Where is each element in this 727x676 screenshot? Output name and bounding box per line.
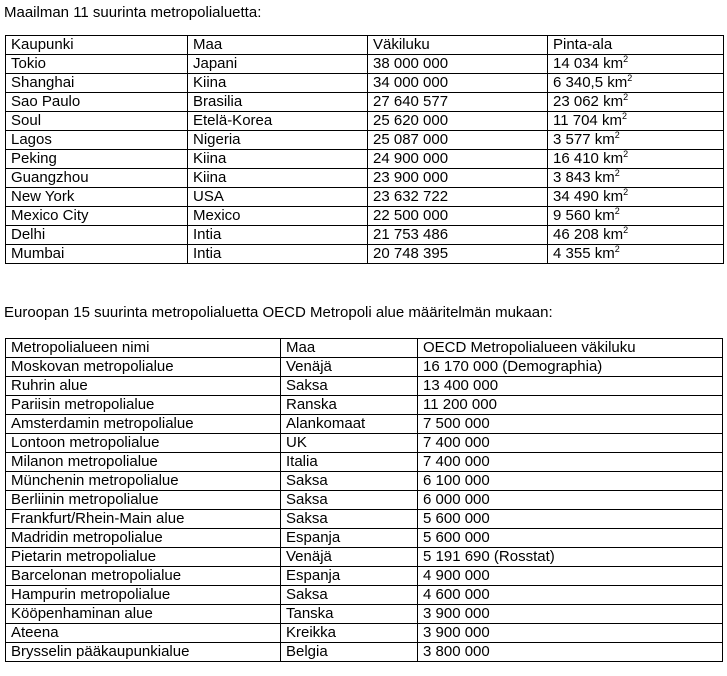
city-cell: Tokio <box>6 55 188 74</box>
country-cell: Belgia <box>281 643 418 662</box>
table-row <box>6 510 723 529</box>
area-value: 4 355 <box>553 245 591 262</box>
column-header: Maa <box>281 339 418 358</box>
table-row <box>6 112 724 131</box>
table-header-row <box>6 339 723 358</box>
oecd-population-cell: 7 400 000 <box>418 434 723 453</box>
column-header: Pinta-ala <box>548 36 724 55</box>
metro-area-name-cell: Hampurin metropolialue <box>6 586 281 605</box>
oecd-population-cell: 3 800 000 <box>418 643 723 662</box>
country-cell: Intia <box>188 226 368 245</box>
oecd-population-cell: 4 600 000 <box>418 586 723 605</box>
metro-area-name-cell: Pietarin metropolialue <box>6 548 281 567</box>
country-cell: USA <box>188 188 368 207</box>
country-cell: Espanja <box>281 567 418 586</box>
table-header-row <box>6 36 724 55</box>
table-row <box>6 226 724 245</box>
table2-caption: Euroopan 15 suurinta metropolialuetta OECD Metropoli alue määritelmän mukaan: <box>4 304 553 321</box>
table-row <box>6 567 723 586</box>
population-cell: 38 000 000 <box>368 55 548 74</box>
city-cell: Mexico City <box>6 207 188 226</box>
oecd-population-cell: 7 500 000 <box>418 415 723 434</box>
area-value: 3 843 <box>553 169 591 186</box>
country-cell: Brasilia <box>188 93 368 112</box>
country-cell: Kiina <box>188 150 368 169</box>
oecd-population-cell: 16 170 000 (Demographia) <box>418 358 723 377</box>
table-row <box>6 74 724 93</box>
area-cell <box>548 55 724 74</box>
population-cell: 27 640 577 <box>368 93 548 112</box>
city-cell: Shanghai <box>6 74 188 93</box>
oecd-population-cell: 11 200 000 <box>418 396 723 415</box>
area-unit: km <box>601 112 622 129</box>
metro-area-name-cell: Frankfurt/Rhein-Main alue <box>6 510 281 529</box>
metro-area-name-cell: Milanon metropolialue <box>6 453 281 472</box>
country-cell: Nigeria <box>188 131 368 150</box>
table-row <box>6 150 724 169</box>
city-cell: Delhi <box>6 226 188 245</box>
table-row <box>6 55 724 74</box>
area-value: 23 062 <box>553 93 599 110</box>
area-cell <box>548 150 724 169</box>
oecd-population-cell: 6 100 000 <box>418 472 723 491</box>
column-header: Metropolialueen nimi <box>6 339 281 358</box>
population-cell: 23 900 000 <box>368 169 548 188</box>
table-row <box>6 415 723 434</box>
metro-area-name-cell: Barcelonan metropolialue <box>6 567 281 586</box>
area-value: 3 577 <box>553 131 591 148</box>
area-unit-exponent: 2 <box>621 111 627 121</box>
table-row <box>6 93 724 112</box>
area-unit-exponent: 2 <box>623 187 629 197</box>
country-cell: Saksa <box>281 586 418 605</box>
table1-caption: Maailman 11 suurinta metropolialuetta: <box>4 4 262 21</box>
country-cell: Espanja <box>281 529 418 548</box>
metro-area-name-cell: Lontoon metropolialue <box>6 434 281 453</box>
population-cell: 21 753 486 <box>368 226 548 245</box>
area-unit-exponent: 2 <box>623 92 629 102</box>
oecd-population-cell: 5 600 000 <box>418 510 723 529</box>
area-unit-exponent: 2 <box>614 168 620 178</box>
country-cell: UK <box>281 434 418 453</box>
metro-area-name-cell: Brysselin pääkaupunkialue <box>6 643 281 662</box>
table-row <box>6 207 724 226</box>
oecd-population-cell: 3 900 000 <box>418 605 723 624</box>
country-cell: Etelä-Korea <box>188 112 368 131</box>
population-cell: 23 632 722 <box>368 188 548 207</box>
oecd-population-cell: 6 000 000 <box>418 491 723 510</box>
table-row <box>6 643 723 662</box>
table-row <box>6 529 723 548</box>
country-cell: Saksa <box>281 472 418 491</box>
table-row <box>6 624 723 643</box>
area-cell <box>548 93 724 112</box>
area-unit-exponent: 2 <box>614 130 620 140</box>
area-unit: km <box>603 55 624 72</box>
oecd-population-cell: 5 191 690 (Rosstat) <box>418 548 723 567</box>
area-value: 14 034 <box>553 55 599 72</box>
area-cell <box>548 112 724 131</box>
population-cell: 25 087 000 <box>368 131 548 150</box>
column-header: OECD Metropolialueen väkiluku <box>418 339 723 358</box>
metro-area-name-cell: Münchenin metropolialue <box>6 472 281 491</box>
country-cell: Tanska <box>281 605 418 624</box>
country-cell: Saksa <box>281 377 418 396</box>
country-cell: Kreikka <box>281 624 418 643</box>
area-unit-exponent: 2 <box>623 225 629 235</box>
area-unit: km <box>603 188 624 205</box>
city-cell: Sao Paulo <box>6 93 188 112</box>
largest-metro-areas-world-table <box>5 35 724 264</box>
oecd-population-cell: 3 900 000 <box>418 624 723 643</box>
area-cell <box>548 226 724 245</box>
country-cell: Saksa <box>281 491 418 510</box>
table-row <box>6 245 724 264</box>
table-row <box>6 605 723 624</box>
table-row <box>6 131 724 150</box>
area-value: 34 490 <box>553 188 599 205</box>
oecd-population-cell: 5 600 000 <box>418 529 723 548</box>
area-unit: km <box>594 245 615 262</box>
area-cell <box>548 74 724 93</box>
table-row <box>6 453 723 472</box>
city-cell: Lagos <box>6 131 188 150</box>
population-cell: 34 000 000 <box>368 74 548 93</box>
area-value: 11 704 <box>553 112 598 129</box>
metro-area-name-cell: Moskovan metropolialue <box>6 358 281 377</box>
country-cell: Kiina <box>188 74 368 93</box>
area-unit-exponent: 2 <box>614 206 620 216</box>
area-unit-exponent: 2 <box>623 54 629 64</box>
area-value: 9 560 <box>553 207 591 224</box>
table-row <box>6 548 723 567</box>
table-row <box>6 472 723 491</box>
city-cell: New York <box>6 188 188 207</box>
table-row <box>6 169 724 188</box>
metro-area-name-cell: Pariisin metropolialue <box>6 396 281 415</box>
oecd-population-cell: 4 900 000 <box>418 567 723 586</box>
oecd-population-cell: 13 400 000 <box>418 377 723 396</box>
table-row <box>6 188 724 207</box>
area-unit-exponent: 2 <box>627 73 633 83</box>
area-cell <box>548 188 724 207</box>
country-cell: Alankomaat <box>281 415 418 434</box>
area-cell <box>548 131 724 150</box>
table-row <box>6 377 723 396</box>
area-unit: km <box>594 207 615 224</box>
area-unit: km <box>594 131 615 148</box>
city-cell: Peking <box>6 150 188 169</box>
area-unit: km <box>607 74 628 91</box>
metro-area-name-cell: Kööpenhaminan alue <box>6 605 281 624</box>
largest-metro-areas-europe-table <box>5 338 723 662</box>
country-cell: Kiina <box>188 169 368 188</box>
area-cell <box>548 245 724 264</box>
column-header: Väkiluku <box>368 36 548 55</box>
metro-area-name-cell: Ateena <box>6 624 281 643</box>
table-row <box>6 358 723 377</box>
country-cell: Italia <box>281 453 418 472</box>
table-row <box>6 491 723 510</box>
table-row <box>6 434 723 453</box>
area-cell <box>548 169 724 188</box>
area-cell <box>548 207 724 226</box>
area-unit: km <box>603 150 624 167</box>
metro-area-name-cell: Ruhrin alue <box>6 377 281 396</box>
city-cell: Guangzhou <box>6 169 188 188</box>
area-unit: km <box>603 226 624 243</box>
city-cell: Mumbai <box>6 245 188 264</box>
area-value: 6 340,5 <box>553 74 604 91</box>
city-cell: Soul <box>6 112 188 131</box>
country-cell: Japani <box>188 55 368 74</box>
country-cell: Saksa <box>281 510 418 529</box>
population-cell: 20 748 395 <box>368 245 548 264</box>
area-unit-exponent: 2 <box>614 244 620 254</box>
country-cell: Venäjä <box>281 358 418 377</box>
area-value: 16 410 <box>553 150 599 167</box>
population-cell: 24 900 000 <box>368 150 548 169</box>
country-cell: Intia <box>188 245 368 264</box>
metro-area-name-cell: Madridin metropolialue <box>6 529 281 548</box>
area-unit: km <box>594 169 615 186</box>
metro-area-name-cell: Amsterdamin metropolialue <box>6 415 281 434</box>
country-cell: Venäjä <box>281 548 418 567</box>
area-unit-exponent: 2 <box>623 149 629 159</box>
column-header: Maa <box>188 36 368 55</box>
country-cell: Mexico <box>188 207 368 226</box>
table-row <box>6 396 723 415</box>
column-header: Kaupunki <box>6 36 188 55</box>
oecd-population-cell: 7 400 000 <box>418 453 723 472</box>
table-row <box>6 586 723 605</box>
area-unit: km <box>603 93 624 110</box>
population-cell: 22 500 000 <box>368 207 548 226</box>
metro-area-name-cell: Berliinin metropolialue <box>6 491 281 510</box>
country-cell: Ranska <box>281 396 418 415</box>
population-cell: 25 620 000 <box>368 112 548 131</box>
area-value: 46 208 <box>553 226 599 243</box>
